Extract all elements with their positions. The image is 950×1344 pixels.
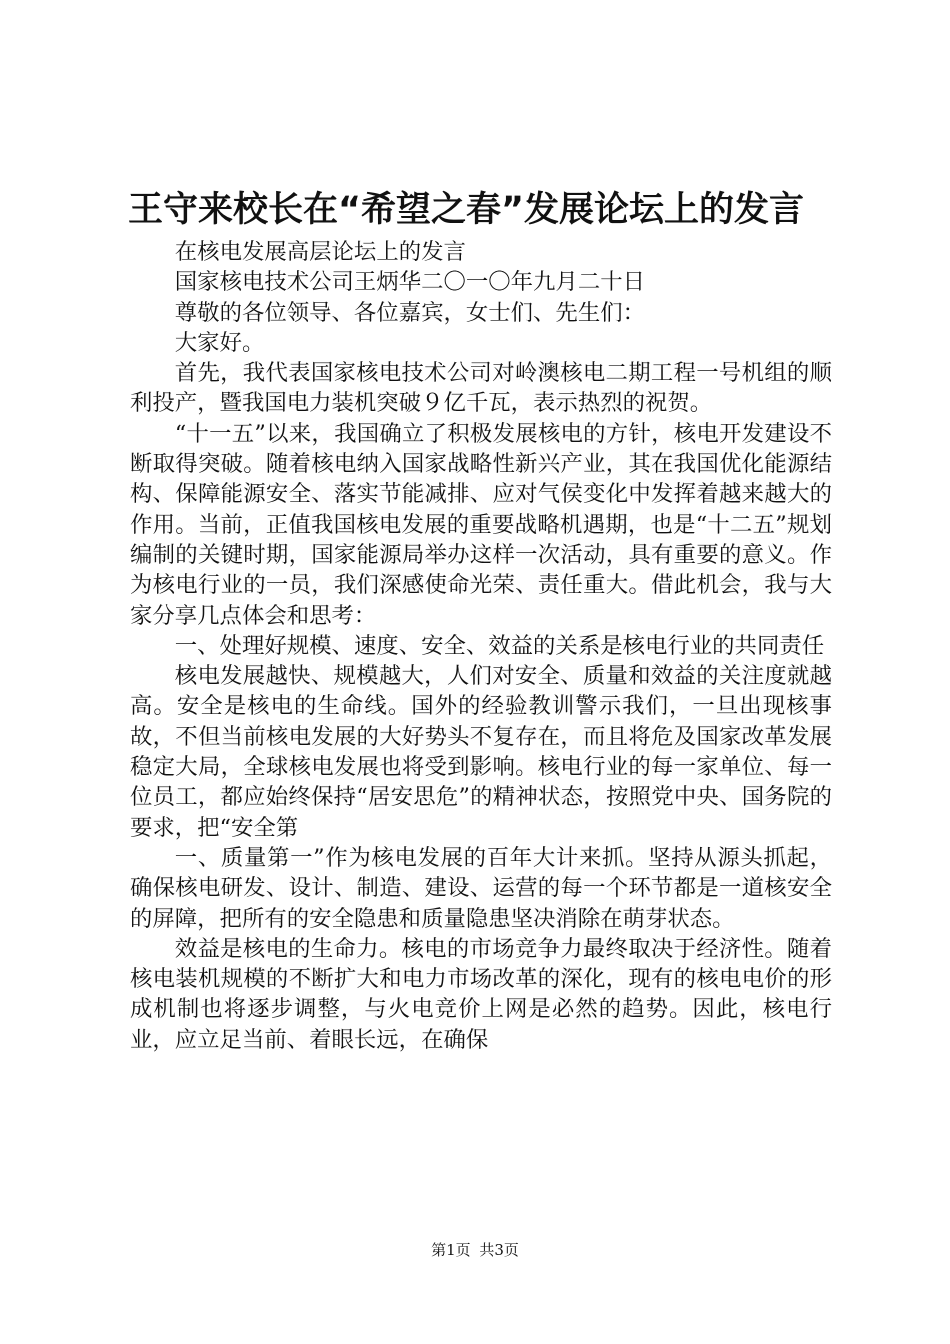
page-footer	[0, 1239, 950, 1261]
paragraph-subtitle: 在核电发展高层论坛上的发言	[174, 239, 466, 265]
paragraph-body: 效益是核电的生命力。核电的市场竞争力最终取决于经济性。随着核电装机规模的不断扩大和电力市场改革的深化，现有的核电电价的形成机制也将逐步调整，与火电竞价上网是必然的趋势。因此，核电行业，应立足当前、着眼长远，在确保	[130, 935, 832, 1053]
paragraph-author-date: 国家核电技术公司王炳华二〇一〇年九月二十日	[174, 269, 645, 296]
paragraph-body: 核电发展越快、规模越大，人们对安全、质量和效益的关注度就越高。安全是核电的生命线。国外的经验教训警示我们，一旦出现核事故，不但当前核电发展的大好势头不复存在，而且将危及国家改革发展稳定大局，全球核电发展也将受到影响。核电行业的每一家单位、每一位员工，都应始终保持“居安思危”的精神状态，按照党中央、国务院的要求，把“安全第	[130, 663, 832, 841]
document-body	[130, 237, 832, 1055]
paragraph-salutation: 尊敬的各位领导、各位嘉宾，女士们、先生们：	[174, 299, 645, 326]
paragraph-body: 首先，我代表国家核电技术公司对岭澳核电二期工程一号机组的顺利投产，暨我国电力装机突破９亿千瓦，表示热烈的祝贺。	[130, 360, 832, 417]
paragraph-greeting: 大家好。	[174, 329, 265, 356]
document-title: 王守来校长在“希望之春”发展论坛上的发言	[128, 190, 805, 230]
page-number: 第1页	[431, 1241, 471, 1259]
paragraph-section-heading: 一、处理好规模、速度、安全、效益的关系是核电行业的共同责任	[174, 632, 825, 659]
paragraph-body: 一、质量第一”作为核电发展的百年大计来抓。坚持从源头抓起，确保核电研发、设计、制造、建设、运营的每一个环节都是一道核安全的屏障，把所有的安全隐患和质量隐患坚决消除在萌芽状态。	[130, 844, 832, 932]
paragraph-body: “十一五”以来，我国确立了积极发展核电的方针，核电开发建设不断取得突破。随着核电纳入国家战略性新兴产业，其在我国优化能源结构、保障能源安全、落实节能减排、应对气侯变化中发挥着越来越大的作用。当前，正值我国核电发展的重要战略机遇期，也是“十二五”规划编制的关键时期，国家能源局举办这样一次活动，具有重要的意义。作为核电行业的一员，我们深感使命光荣、责任重大。借此机会，我与大家分享几点体会和思考：	[130, 420, 832, 629]
page-total: 共3页	[479, 1241, 519, 1259]
